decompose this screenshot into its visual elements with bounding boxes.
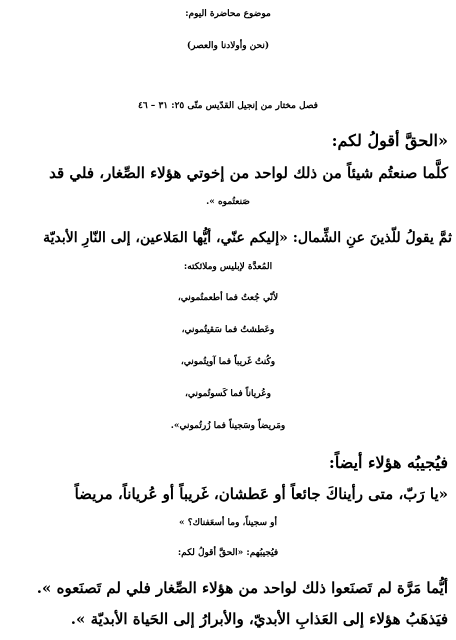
passage-line: أيُّما مَرَّة لم تَصنَعوا ذلك لواحد من هؤلاء الصِّغار فلي لم تَصنَعوه ».	[36, 579, 448, 597]
passage-line: وكُنتُ غَريباً فما آويتُموني،	[180, 357, 276, 367]
lecture-subtitle: (نحن وأولادنا والعصر)	[186, 41, 270, 51]
passage-line: فيُجيبُه هؤلاء أيضاً:	[328, 453, 448, 472]
lecture-topic-heading: موضوع محاضرة اليوم:	[185, 9, 271, 19]
passage-line: لأنّي جُعتُ فما أطعمتُموني،	[177, 293, 279, 303]
passage-line: ومَريضاً وسَجيناً فما زُرتُموني».	[170, 421, 286, 431]
passage-line: فيَذهَبُ هؤلاء إلى العَذابِ الأبديّ، والأبرارُ إلى الحَياة الأبديّة ».	[70, 610, 448, 628]
passage-line: وعَطشتُ فما سَقيتُموني،	[181, 325, 275, 335]
passage-line: كلَّما صنعتُم شيئاً من ذلك لواحد من إخوتي هؤلاء الصِّغار، فلي قد	[49, 164, 448, 182]
passage-line: «الحقَّ أقولُ لكم:	[331, 131, 448, 150]
passage-line: وعُرياناً فما كَسوتُموني،	[185, 389, 271, 399]
passage-line: «يا رَبّ، متى رأيناكَ جائعاً أو عَطشان، غَريباً أو عُرياناً، مريضاً	[74, 485, 448, 503]
passage-line: المُعدَّة لإبليس وملائكته:	[183, 262, 273, 272]
passage-line: ثمَّ يقولُ للّذينَ عنِ الشِّمال: «إليكم عنّي، أيُّها المَلاعين، إلى النّارِ الأبديّة	[43, 230, 452, 246]
gospel-reference: فصل مختار من إنجيل القدّيس متّى ٢٥: ٣١ – ٤٦	[138, 101, 318, 111]
passage-line: فيُجيبُهم: «الحقَّ أقولُ لكم:	[177, 548, 279, 558]
passage-line: صَنعتُموه ».	[206, 197, 250, 207]
passage-line: أو سجيناً، وما أسعَفناك؟ »	[179, 518, 277, 528]
